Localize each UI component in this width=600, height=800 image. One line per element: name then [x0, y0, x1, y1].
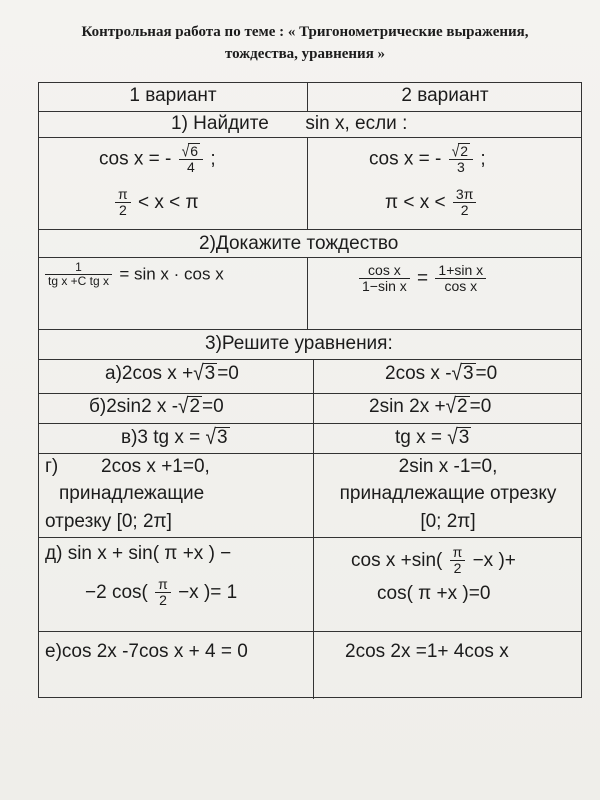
task3e-v1-line1: д) sin x + sin( π +x ) − — [45, 543, 232, 564]
task3c-v2-pre: tg x = — [395, 427, 442, 448]
task1-v2-den: 3 — [456, 159, 465, 176]
task3d-v1-line3: отрезку [0; 2π] — [45, 511, 172, 532]
task3b-v2: 2sin 2x +√2 =0 — [369, 394, 492, 419]
task3f-v2: 2cos 2x =1+ 4cos x — [345, 641, 509, 662]
task1-v2-lhs: cos x = - — [369, 148, 442, 170]
task3e-v2-line1 — [351, 545, 516, 577]
task3a-v2-post: =0 — [475, 363, 498, 384]
table-rule — [307, 137, 308, 229]
task3e-v1-line2-post: −x )= 1 — [178, 581, 238, 603]
task2-v2-right-den: cos x — [444, 278, 478, 295]
column-header-variant-1: 1 вариант — [129, 85, 217, 106]
task1-v1-fraction: $\frac{√6}{4}$ — [179, 143, 203, 176]
task2-v1-identity — [43, 261, 224, 288]
task3c-v1-pre: в)3 tg x = — [121, 427, 201, 448]
task3d-v2-line2: принадлежащие отрезку — [339, 483, 557, 504]
task1-v1-range — [113, 187, 199, 219]
task3b-v2-post: =0 — [469, 396, 492, 417]
task3b-v1: б)2sin2 x -√2 =0 — [89, 394, 224, 419]
task3b-v2-radicand: 2 — [457, 396, 468, 417]
task2-v2-identity — [357, 263, 488, 295]
worksheet-title-line2: тождества, уравнения » — [224, 46, 386, 62]
task3e-v2-line1-post: −x )+ — [472, 549, 516, 571]
task2-heading: 2)Докажите тождество — [199, 233, 399, 254]
table-rule — [39, 229, 581, 230]
task3d-v1-line2: принадлежащие — [59, 483, 205, 504]
task3d-v2-line1: 2sin x -1=0, — [398, 456, 498, 477]
task3e-v1-num: π — [155, 577, 171, 593]
task1-v2-fraction: $\frac{√2}{3}$ — [449, 143, 473, 176]
worksheet-title-line1: Контрольная работа по теме : « Тригонометрические выражения, — [81, 24, 529, 40]
task1-v2-range-left: π < x < — [385, 191, 446, 213]
table-rule — [307, 257, 308, 329]
task3e-v2-num: π — [450, 545, 466, 561]
task3d-v1-label: г) — [45, 456, 59, 477]
task1-v2-range-den: 2 — [460, 202, 469, 219]
table-rule — [39, 631, 581, 632]
task3a-v1-pre: а)2cos x + — [105, 363, 194, 384]
task1-v1-num: 6 — [190, 143, 199, 159]
task1-v1-range-num: π — [115, 187, 131, 203]
column-header-variant-2: 2 вариант — [401, 85, 489, 106]
task1-v2-range — [385, 187, 478, 219]
task1-v1-range-rest: < x < π — [137, 191, 199, 213]
table-rule — [39, 111, 581, 112]
task3e-v1-line2-pre: −2 cos( — [85, 581, 148, 603]
task3e-v2-den: 2 — [453, 560, 462, 577]
table-rule — [39, 423, 581, 424]
task3e-v2-line2: cos( π +x )=0 — [377, 583, 491, 604]
task1-v1-den: 4 — [186, 159, 195, 176]
task2-v2-right-fraction — [435, 263, 486, 295]
task3b-v2-pre: 2sin 2x + — [369, 396, 446, 417]
table-rule — [39, 257, 581, 258]
task1-v1-semicolon: ; — [210, 148, 216, 170]
task1-v1-range-den: 2 — [118, 202, 127, 219]
table-rule — [39, 453, 581, 454]
task1-v1-range-fraction — [115, 187, 131, 219]
task3b-v1-post: =0 — [202, 396, 224, 417]
task1-v1-lhs: cos x = - — [99, 148, 172, 170]
task2-v2-left-den: 1−sin x — [362, 278, 407, 295]
table-rule — [39, 329, 581, 330]
task2-v2-left-fraction — [359, 263, 410, 295]
task2-v2-right-num: 1+sin x — [435, 263, 486, 279]
task2-v2-left-num: cos x — [359, 263, 410, 279]
tasks-table — [38, 82, 582, 698]
task3e-v1-fraction — [155, 577, 171, 609]
task2-v1-den: tg x +C tg x — [48, 274, 110, 289]
table-rule — [39, 537, 581, 538]
task3e-v1-den: 2 — [159, 592, 167, 609]
task3d-v1-line1: 2cos x +1=0, — [101, 456, 210, 477]
task2-v1-fraction — [45, 261, 112, 288]
task3b-v1-radicand: 2 — [189, 396, 201, 417]
table-rule — [39, 359, 581, 360]
task2-v1-rhs: = sin x · cos x — [119, 264, 224, 284]
task3-heading: 3)Решите уравнения: — [205, 333, 393, 354]
table-rule — [39, 137, 581, 138]
task3a-v2-radicand: 3 — [462, 363, 474, 384]
task3a-v1: а)2cos x +√3 =0 — [105, 361, 239, 386]
task3a-v1-post: =0 — [217, 363, 239, 384]
task1-v2-range-num: 3π — [453, 187, 476, 203]
task1-v2-semicolon: ; — [480, 148, 486, 170]
task3a-v2: 2cos x -√3 =0 — [385, 361, 498, 386]
task3c-v2-radicand: 3 — [458, 427, 470, 448]
task3c-v1: в)3 tg x = √3 — [121, 425, 228, 450]
task3e-v1-line2 — [85, 577, 237, 609]
task2-v2-equals: = — [417, 267, 429, 289]
task1-heading — [171, 113, 407, 135]
task2-v1-num: 1 — [45, 261, 112, 275]
task3c-v1-radicand: 3 — [216, 427, 228, 448]
task1-v2-range-fraction — [453, 187, 476, 219]
task1-heading-prefix: 1) Найдите — [171, 113, 269, 134]
table-rule — [39, 393, 581, 394]
task3e-v2-fraction — [450, 545, 466, 577]
task1-heading-suffix: sin x, если : — [305, 113, 408, 134]
task1-v2-condition — [369, 143, 486, 176]
task3c-v2: tg x = √3 — [395, 425, 470, 450]
task1-v1-condition — [99, 143, 216, 176]
task3b-v1-pre: б)2sin2 x - — [89, 396, 179, 417]
task3f-v1: е)cos 2x -7cos x + 4 = 0 — [45, 641, 248, 662]
task3a-v2-pre: 2cos x - — [385, 363, 452, 384]
task3e-v2-line1-pre: cos x +sin( — [351, 549, 443, 571]
task3a-v1-radicand: 3 — [204, 363, 216, 384]
task1-v2-num: 2 — [460, 143, 469, 159]
task3d-v2-line3: [0; 2π] — [420, 511, 476, 532]
